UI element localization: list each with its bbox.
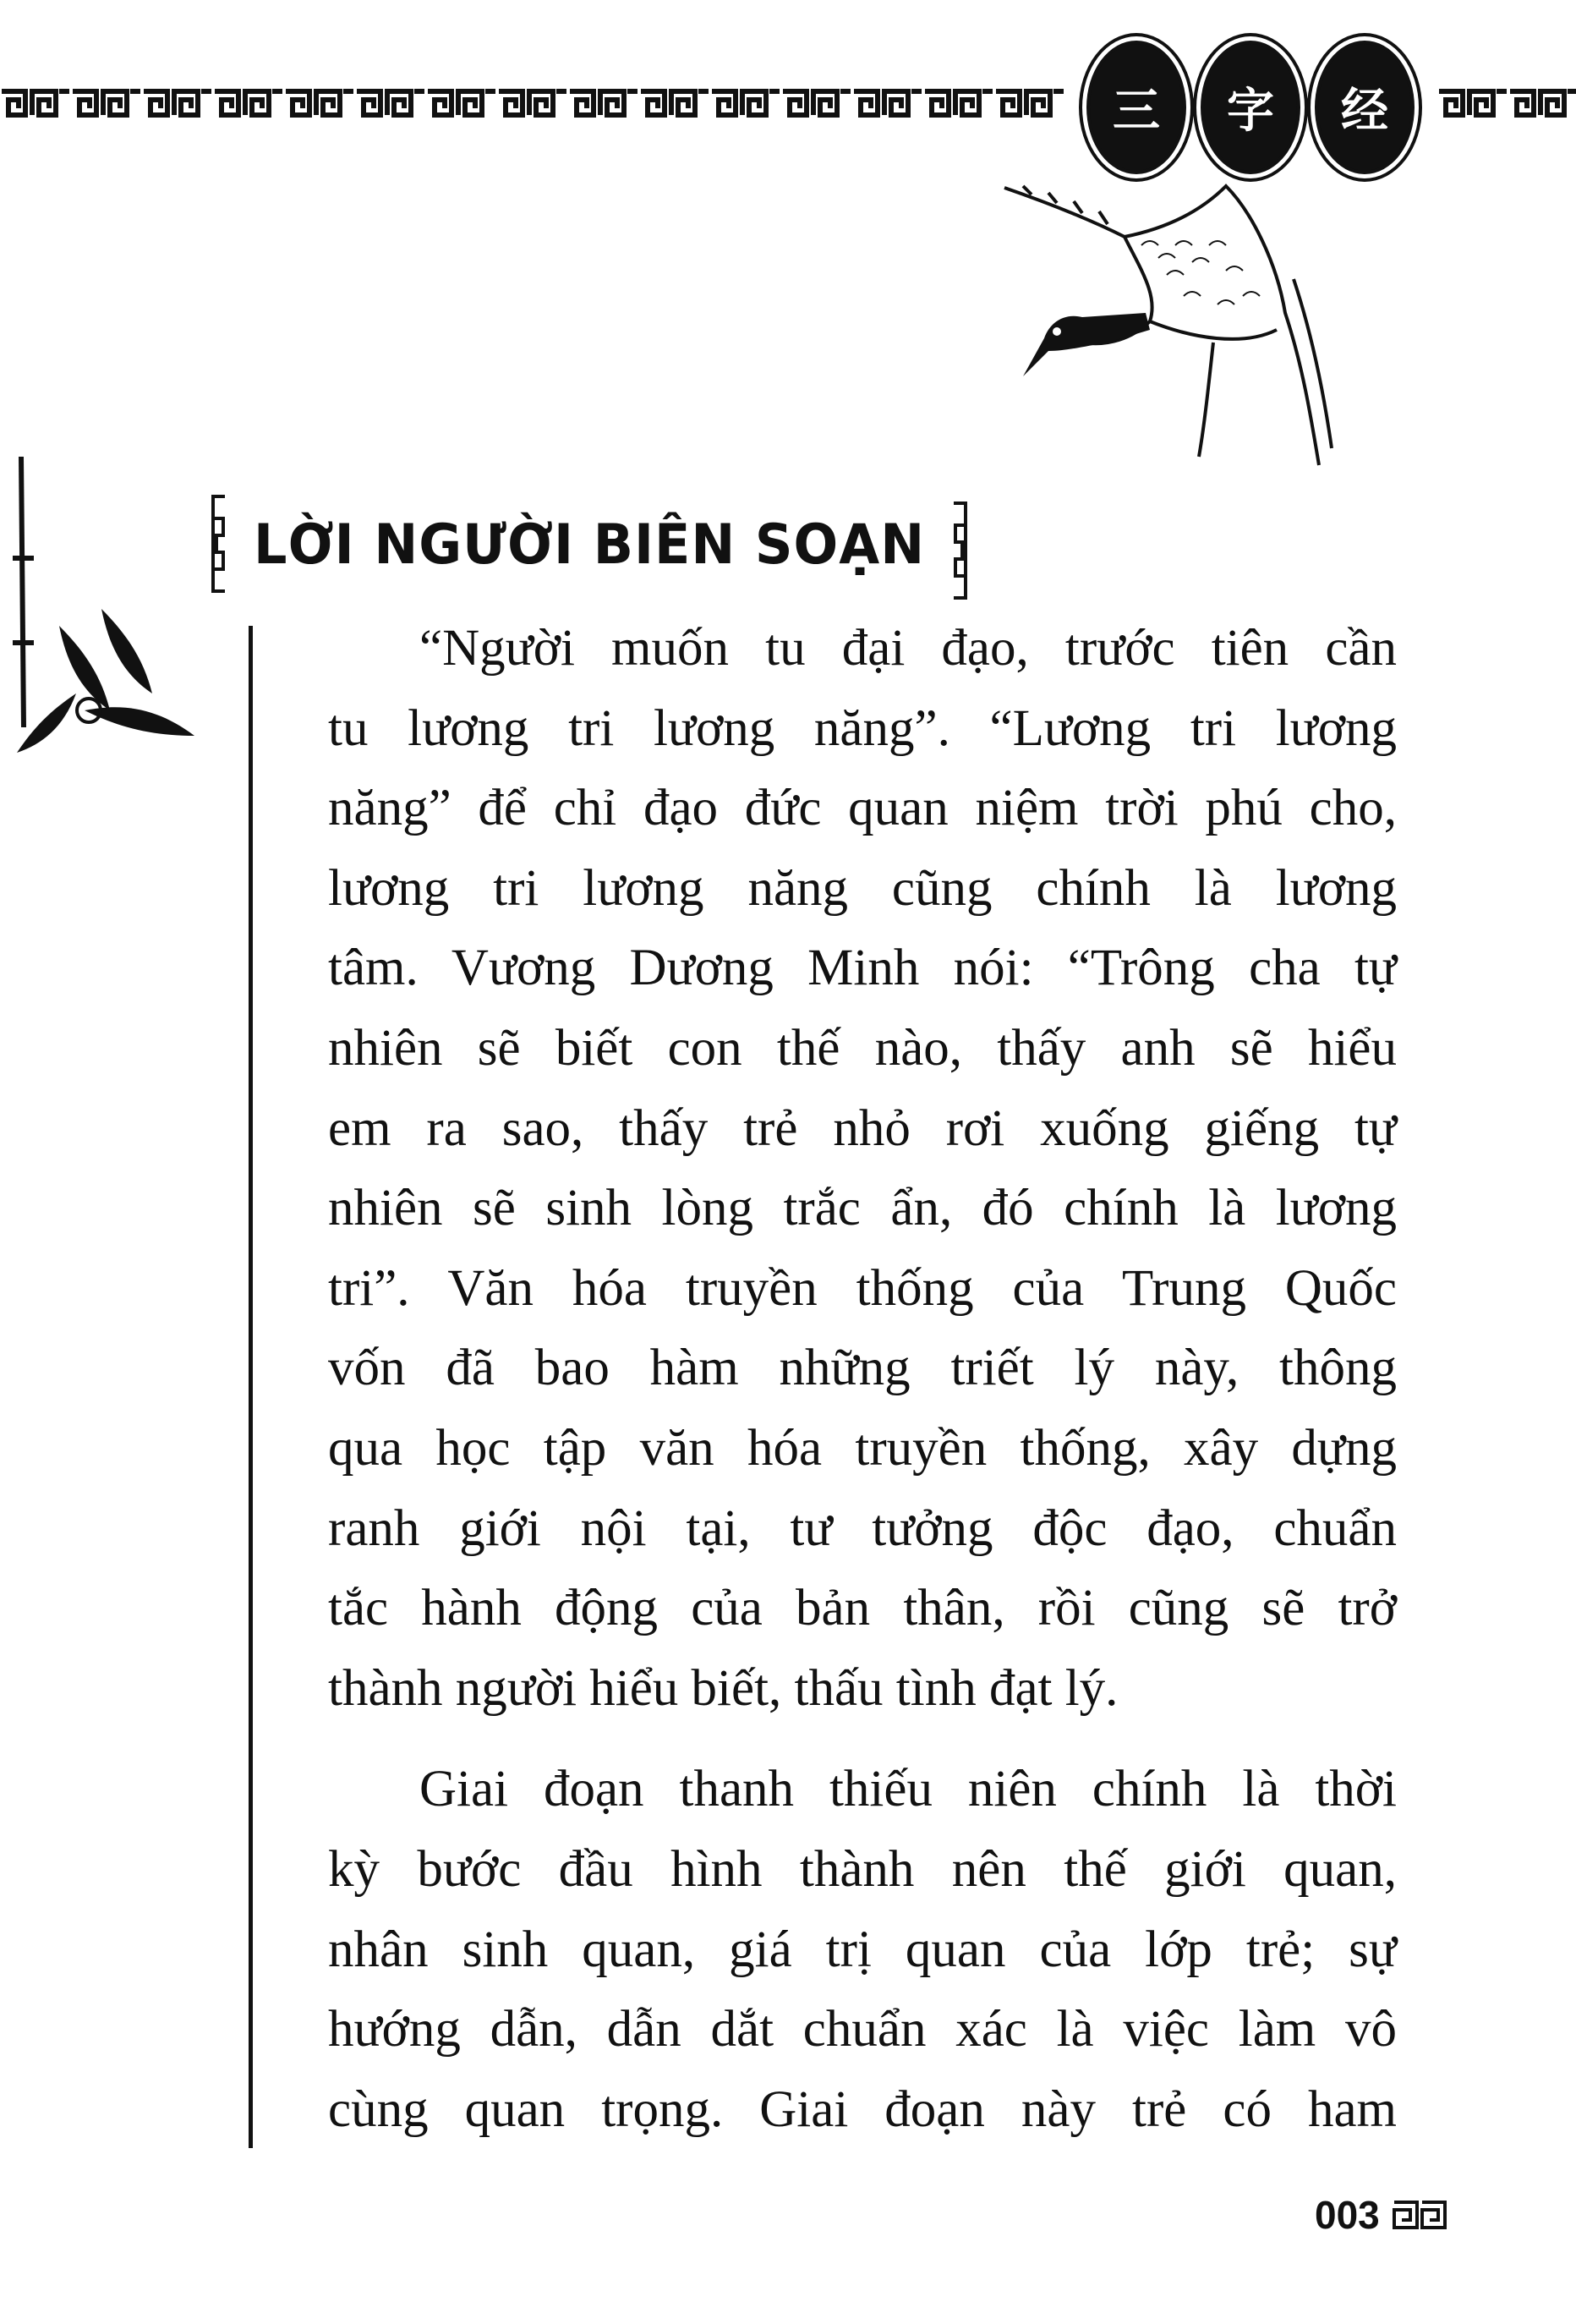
paragraph-1 [328, 609, 1397, 1729]
text-line: nhiên sẽ biết con thế nào, thấy anh sẽ hiểu [328, 1019, 1397, 1077]
seal-character: 三 [1113, 84, 1160, 139]
text-line: ranh giới nội tại, tư tưởng độc đạo, chuẩn [328, 1499, 1397, 1557]
vertical-rule [249, 626, 253, 2148]
text-line: Giai đoạn thanh thiếu niên chính là thời [419, 1761, 1397, 1818]
seal-character: 字 [1227, 84, 1274, 139]
text-line: tri”. Văn hóa truyền thống của Trung Quốc [328, 1259, 1397, 1317]
fret-bracket-right-icon [950, 500, 969, 601]
fret-border-left [0, 85, 1065, 122]
seal-character: 经 [1341, 84, 1388, 139]
text-line: tu lương tri lương năng”. “Lương tri lương [328, 699, 1397, 757]
text-line: “Người muốn tu đại đạo, trước tiên cần [419, 620, 1397, 677]
text-line: nhân sinh quan, giá trị quan của lớp trẻ; sự [328, 1921, 1397, 1978]
text-line: năng” để chỉ đạo đức quan niệm trời phú cho, [328, 780, 1397, 837]
section-title: LỜI NGƯỜI BIÊN SOẠN [254, 511, 926, 577]
page-number: 003 [1315, 2193, 1380, 2237]
seal-zi [1201, 41, 1300, 174]
text-line: kỳ bước đầu hình thành nên thế giới quan, [328, 1840, 1397, 1898]
text-line: hướng dẫn, dẫn dắt chuẩn xác là việc làm vô [328, 2001, 1397, 2058]
text-line: cùng quan trọng. Giai đoạn này trẻ có ham [328, 2080, 1397, 2138]
text-line: em ra sao, thấy trẻ nhỏ rơi xuống giếng tự [328, 1099, 1397, 1157]
text-line: nhiên sẽ sinh lòng trắc ẩn, đó chính là lương [328, 1180, 1397, 1237]
seal-jing [1315, 41, 1415, 174]
bird-illustration [998, 178, 1437, 491]
seal-san [1086, 41, 1186, 174]
page-footer [1315, 2192, 1447, 2238]
text-line: lương tri lương năng cũng chính là lương [328, 859, 1397, 917]
fret-bracket-left-icon [210, 493, 228, 595]
text-line: tắc hành động của bản thân, rồi cũng sẽ trở [328, 1580, 1397, 1637]
text-line: tâm. Vương Dương Minh nói: “Trông cha tự [328, 940, 1397, 997]
body-text [328, 609, 1397, 2150]
text-line: qua học tập văn hóa truyền thống, xây dựng [328, 1419, 1397, 1477]
section-heading [210, 489, 969, 599]
fret-border-right [1437, 85, 1576, 122]
text-line: thành người hiểu biết, thấu tình đạt lý. [328, 1659, 1119, 1717]
paragraph-2 [328, 1750, 1397, 2150]
fret-ornament-icon [1392, 2200, 1447, 2230]
text-line: vốn đã bao hàm những triết lý này, thông [328, 1340, 1397, 1397]
bamboo-decoration [0, 457, 203, 761]
